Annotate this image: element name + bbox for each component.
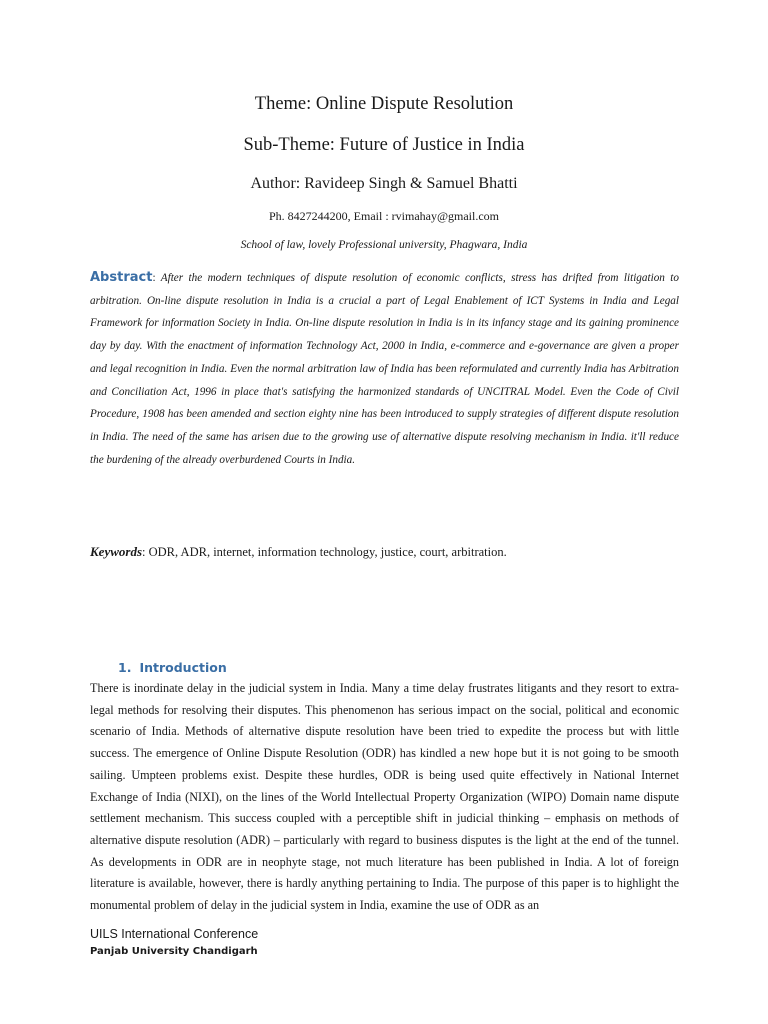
paper-author: Author: Ravideep Singh & Samuel Bhatti	[250, 175, 518, 192]
author-contact: Ph. 8427244200, Email : rvimahay@gmail.com	[268, 209, 500, 223]
paper-subtheme-title: Sub-Theme: Future of Justice in India	[243, 135, 525, 155]
abstract-text: After the modern techniques of dispute resolution of economic conflicts, stress has drifted from litigation to arbitration. On-line dispute resolution in India is a crucial a part of Legal Enablement of ICT Systems in India and Legal Framework for information Society in India. On-line dispute resolution in India is in its infancy stage and its gaining prominence day by day. With the enactment of information Technology Act, 2000 in India, e-commerce and e-governance are given a proper and legal recognition in India. Even the normal arbitration law of India has been reformulated and currently India has Arbitration and Conciliation Act, 1996 in place that's satisfying the harmonized standards of UNCITRAL Model. Even the Code of Civil Procedure, 1908 has been amended and section eighty nine has been introduced to supply strategies of different dispute resolution in India. The need of the same has arisen due to the growing use of alternative dispute resolving mechanism in India. it'll reduce the burdening of the already overburdened Courts in India.	[90, 272, 679, 466]
section-title: Introduction	[139, 660, 227, 675]
keywords-label: Keywords	[90, 544, 142, 559]
paper-theme-title: Theme: Online Dispute Resolution	[254, 94, 514, 114]
introduction-paragraph: There is inordinate delay in the judicial system in India. Many a time delay frustrates litigants and they resort to extra-legal methods for resolving their disputes. This phenomenon has serious impact on the social, political and economic scenario of India. Methods of alternative dispute resolution have been tried to expedite the process but with little success. The emergence of Online Dispute Resolution (ODR) has kindled a new hope but it is not going to be smooth sailing. Umpteen problems exist. Despite these hurdles, ODR is being used quite effectively in National Internet Exchange of India (NIXI), on the lines of the World Intellectual Property Organization (WIPO) Domain name dispute settlement mechanism. This success coupled with a perceptible shift in judicial thinking – emphasis on methods of alternative dispute resolution (ADR) – particularly with regard to business disputes is the light at the end of the tunnel. As developments in ODR are in neophyte stage, not much literature has been published in India. A lot of foreign literature is available, however, there is hardly anything pertaining to India. The purpose of this paper is to highlight the monumental problem of delay in the judicial system in India, examine the use of ODR as an	[90, 681, 679, 913]
footer-university: Panjab University Chandigarh	[90, 946, 258, 957]
section-heading-introduction	[118, 660, 227, 675]
keywords-line	[90, 544, 679, 560]
abstract-label: Abstract	[90, 270, 153, 285]
abstract-block	[90, 267, 679, 471]
author-affiliation: School of law, lovely Professional university, Phagwara, India	[240, 239, 528, 251]
section-number: 1.	[118, 660, 132, 675]
keywords-text: : ODR, ADR, internet, information technology, justice, court, arbitration.	[142, 545, 507, 559]
abstract-colon: :	[152, 272, 156, 284]
footer-conference: UILS International Conference	[90, 927, 259, 941]
